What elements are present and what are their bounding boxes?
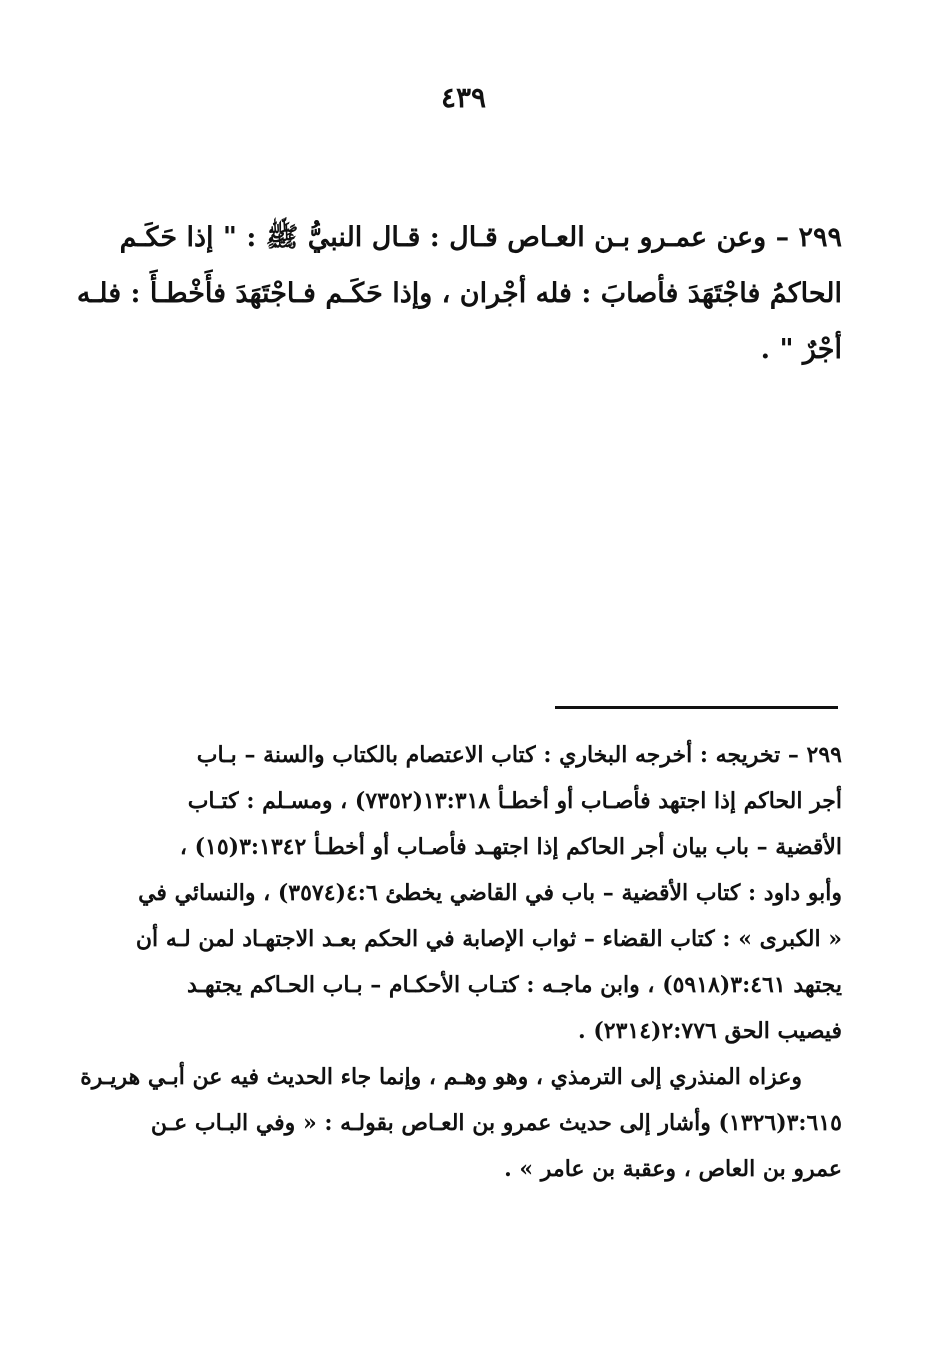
- footnote-separator: [555, 706, 838, 709]
- hadith-line: أجْرٌ " .: [760, 334, 842, 365]
- footnote-line: وعزاه المنذري إلى الترمذي ، وهو وهـم ، وإنما جاء الحديث فيه عن أبـي هريـرة: [80, 1064, 802, 1090]
- footnote-line: وأبو داود : كتاب الأقضية – باب في القاضي يخطئ ٤:٦(٣٥٧٤) ، والنسائي في: [138, 880, 842, 906]
- page-number: ٤٣٩: [440, 81, 487, 114]
- footnote-line: ٢٩٩ – تخريجه : أخرجه البخاري : كتاب الاعتصام بالكتاب والسنة – بـاب: [196, 742, 842, 768]
- footnote-line: يجتهد ٣:٤٦١(٥٩١٨) ، وابن ماجـه : كتـاب الأحكـام – بـاب الحـاكم يجتهـد: [186, 972, 842, 998]
- hadith-line: الحاكمُ فاجْتَهَدَ فأصابَ : فله أجْران ، وإذا حَكَـم فـاجْتَهَدَ فأَخْطـأَ : فلـه: [76, 278, 842, 309]
- footnote-line: الأقضية – باب بيان أجر الحاكم إذا اجتهـد فأصـاب أو أخطـأ ٣:١٣٤٢(١٥) ،: [179, 834, 842, 860]
- footnote-block: [80, 732, 842, 1192]
- hadith-line: ٢٩٩ – وعن عمـرو بـن العـاص قـال : قـال النبيُّ ﷺ : " إذا حَكَـم: [119, 222, 842, 253]
- footnote-line: « الكبرى » : كتاب القضاء – ثواب الإصابة في الحكم بعـد الاجتهـاد لمن لـه أن: [135, 926, 842, 952]
- footnote-line: ٣:٦١٥(١٣٢٦) وأشار إلى حديث عمرو بن العـاص بقولـه : « وفي البـاب عـن: [150, 1110, 842, 1136]
- footnote-line: أجر الحاكم إذا اجتهد فأصـاب أو أخطـأ ١٣:٣١٨(٧٣٥٢) ، ومسـلم : كتـاب: [187, 788, 842, 814]
- hadith-text: [76, 210, 842, 378]
- footnote-line: فيصيب الحق ٢:٧٧٦(٢٣١٤) .: [578, 1018, 842, 1044]
- footnote-line: عمرو بن العاص ، وعقبة بن عامر » .: [504, 1156, 842, 1182]
